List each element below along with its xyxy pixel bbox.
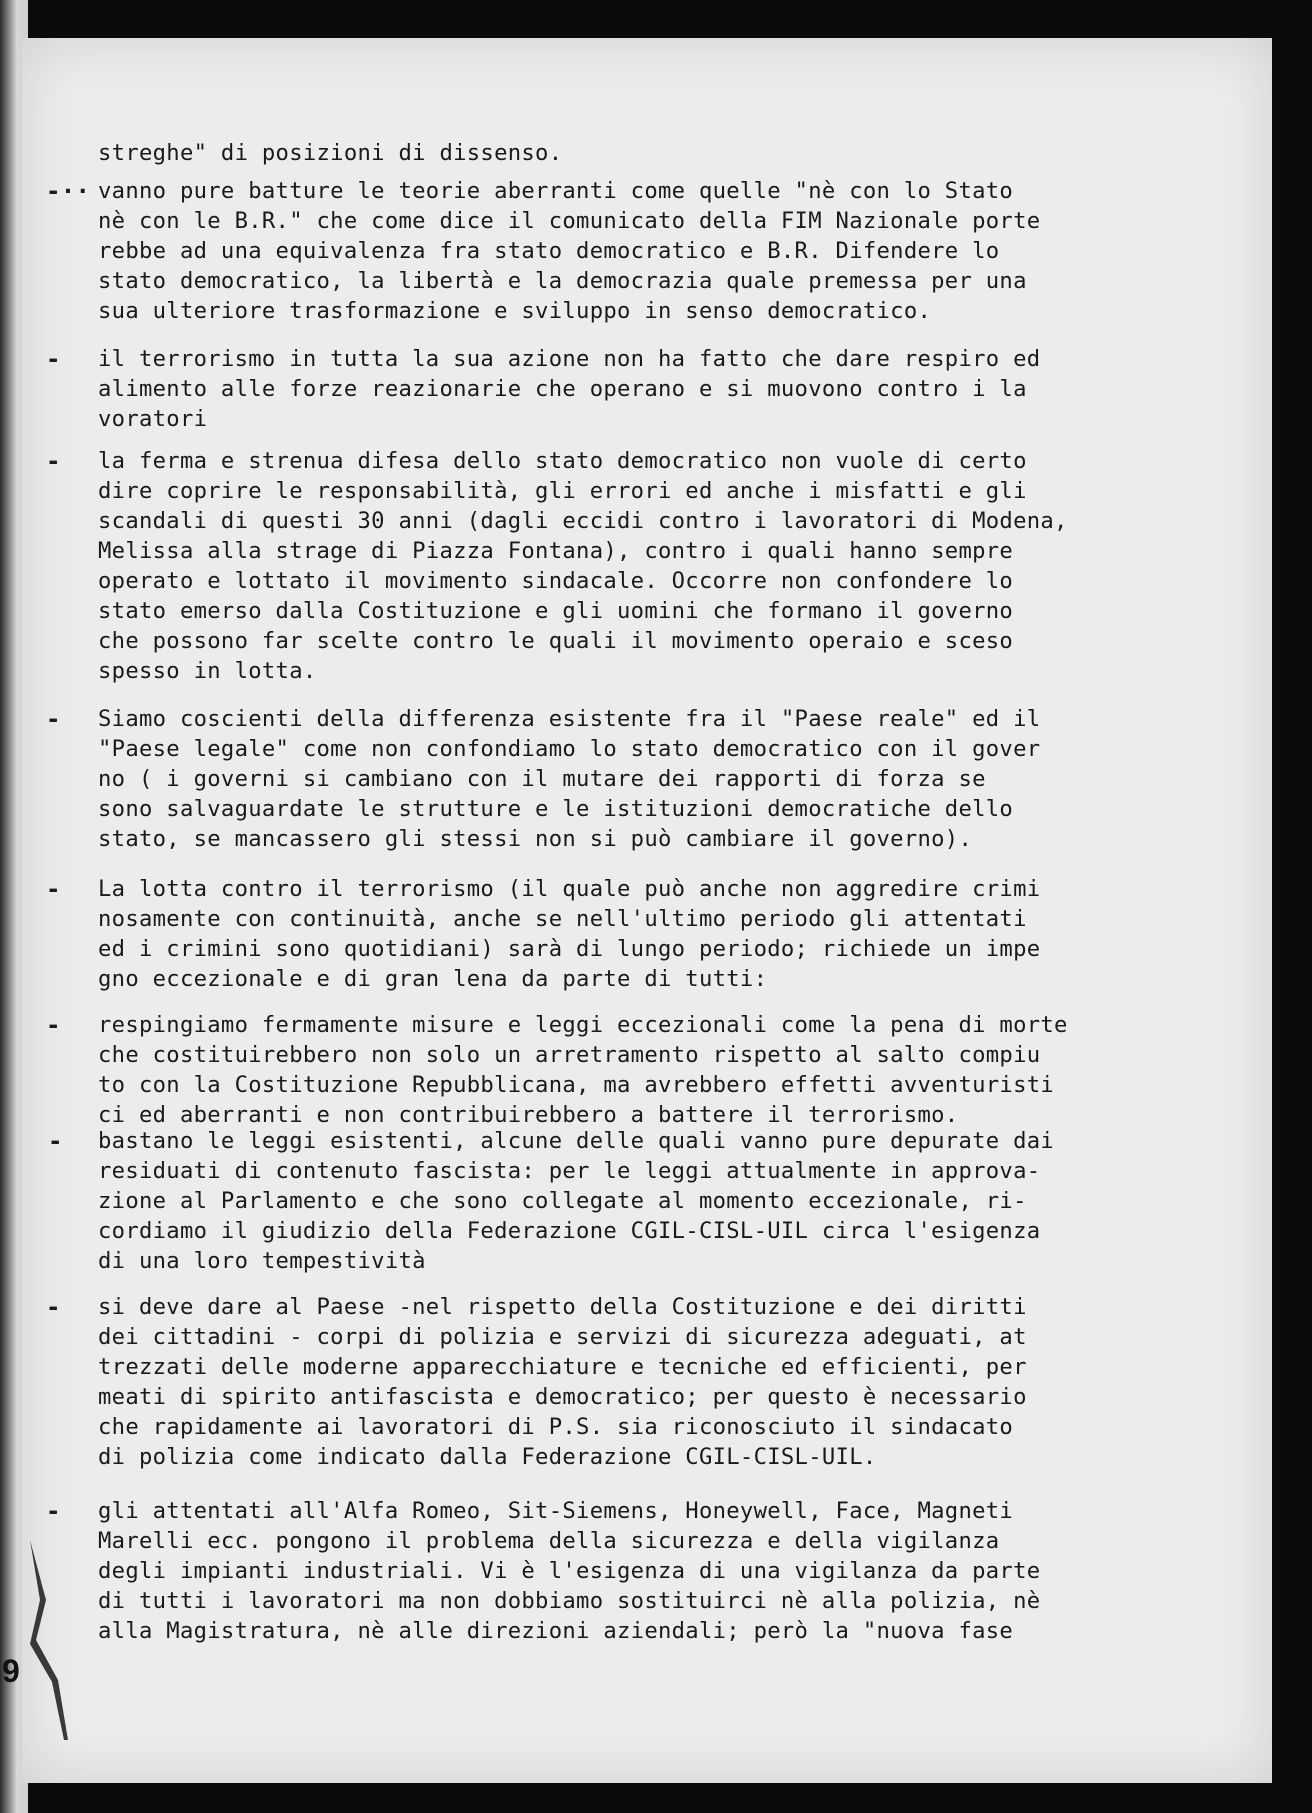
list-bullet: - <box>46 1011 61 1039</box>
text-line: meati di spirito antifascista e democratico; per questo è necessario <box>98 1384 1027 1410</box>
text-line: gno eccezionale e di gran lena da parte di tutti: <box>98 966 768 992</box>
list-bullet: - <box>46 705 61 733</box>
text-line: stato emerso dalla Costituzione e gli uomini che formano il governo <box>98 598 1014 624</box>
text-line: Marelli ecc. pongono il problema della sicurezza e della vigilanza <box>98 1528 1000 1554</box>
text-line: streghe" di posizioni di dissenso. <box>98 140 563 166</box>
text-line: che rapidamente ai lavoratori di P.S. sia riconosciuto il sindacato <box>98 1414 1014 1440</box>
list-bullet: - <box>46 345 61 373</box>
text-line: La lotta contro il terrorismo (il quale può anche non aggredire crimi <box>98 876 1041 902</box>
text-line: Siamo coscienti della differenza esistente fra il "Paese reale" ed il <box>98 706 1041 732</box>
text-line: dei cittadini - corpi di polizia e servizi di sicurezza adeguati, at <box>98 1324 1027 1350</box>
text-line: voratori <box>98 406 208 432</box>
text-line: che possono far scelte contro le quali il movimento operaio e sceso <box>98 628 1014 654</box>
text-line: cordiamo il giudizio della Federazione CGIL-CISL-UIL circa l'esigenza <box>98 1218 1041 1244</box>
text-line: stato democratico, la libertà e la democrazia quale premessa per una <box>98 268 1027 294</box>
list-bullet: - <box>46 1497 61 1525</box>
text-line: scandali di questi 30 anni (dagli eccidi contro i lavoratori di Modena, <box>98 508 1068 534</box>
text-line: to con la Costituzione Repubblicana, ma avrebbero effetti avventuristi <box>98 1072 1055 1098</box>
text-line: ci ed aberranti e non contribuirebbero a battere il terrorismo. <box>98 1102 959 1128</box>
text-line: ed i crimini sono quotidiani) sarà di lungo periodo; richiede un impe <box>98 936 1041 962</box>
text-line: "Paese legale" come non confondiamo lo stato democratico con il gover <box>98 736 1041 762</box>
text-line: bastano le leggi esistenti, alcune delle quali vanno pure depurate dai <box>98 1128 1055 1154</box>
list-bullet: - <box>46 875 61 903</box>
text-line: degli impianti industriali. Vi è l'esigenza di una vigilanza da parte <box>98 1558 1041 1584</box>
torn-corner-mark <box>28 1540 98 1740</box>
text-line: trezzati delle moderne apparecchiature e tecniche ed efficienti, per <box>98 1354 1027 1380</box>
text-line: la ferma e strenua difesa dello stato democratico non vuole di certo <box>98 448 1027 474</box>
text-line: che costituirebbero non solo un arretramento rispetto al salto compiu <box>98 1042 1041 1068</box>
document-page <box>22 38 1272 1783</box>
text-line: alimento alle forze reazionarie che operano e si muovono contro i la <box>98 376 1027 402</box>
text-line: alla Magistratura, nè alle direzioni aziendali; però la "nuova fase <box>98 1618 1014 1644</box>
text-line: di polizia come indicato dalla Federazione CGIL-CISL-UIL. <box>98 1444 877 1470</box>
text-line: di tutti i lavoratori ma non dobbiamo sostituirci nè alla polizia, nè <box>98 1588 1041 1614</box>
text-line: nè con le B.R." che come dice il comunicato della FIM Nazionale porte <box>98 208 1041 234</box>
text-line: respingiamo fermamente misure e leggi eccezionali come la pena di morte <box>98 1012 1068 1038</box>
text-line: operato e lottato il movimento sindacale. Occorre non confondere lo <box>98 568 1014 594</box>
text-line: vanno pure batture le teorie aberranti come quelle "nè con lo Stato <box>98 178 1014 204</box>
document-body <box>22 38 1272 1783</box>
text-line: zione al Parlamento e che sono collegate al momento eccezionale, ri- <box>98 1188 1027 1214</box>
text-line: residuati di contenuto fascista: per le leggi attualmente in approva- <box>98 1158 1041 1184</box>
text-line: dire coprire le responsabilità, gli errori ed anche i misfatti e gli <box>98 478 1027 504</box>
list-bullet: - <box>48 1127 63 1155</box>
text-line: il terrorismo in tutta la sua azione non ha fatto che dare respiro ed <box>98 346 1041 372</box>
text-line: Melissa alla strage di Piazza Fontana), contro i quali hanno sempre <box>98 538 1014 564</box>
list-bullet: - <box>46 447 61 475</box>
text-line: spesso in lotta. <box>98 658 317 684</box>
page-number: 9 <box>2 1653 20 1689</box>
text-line: gli attentati all'Alfa Romeo, Sit-Siemens, Honeywell, Face, Magneti <box>98 1498 1014 1524</box>
text-line: sono salvaguardate le strutture e le istituzioni democratiche dello <box>98 796 1014 822</box>
text-line: no ( i governi si cambiano con il mutare dei rapporti di forza se <box>98 766 986 792</box>
list-bullet: - <box>46 1293 61 1321</box>
text-line: rebbe ad una equivalenza fra stato democratico e B.R. Difendere lo <box>98 238 1000 264</box>
text-line: si deve dare al Paese -nel rispetto della Costituzione e dei diritti <box>98 1294 1027 1320</box>
text-line: sua ulteriore trasformazione e sviluppo in senso democratico. <box>98 298 932 324</box>
text-line: stato, se mancassero gli stessi non si può cambiare il governo). <box>98 826 973 852</box>
text-line: di una loro tempestività <box>98 1248 426 1274</box>
text-line: nosamente con continuità, anche se nell'ultimo periodo gli attentati <box>98 906 1027 932</box>
list-bullet: -·· <box>46 177 91 205</box>
